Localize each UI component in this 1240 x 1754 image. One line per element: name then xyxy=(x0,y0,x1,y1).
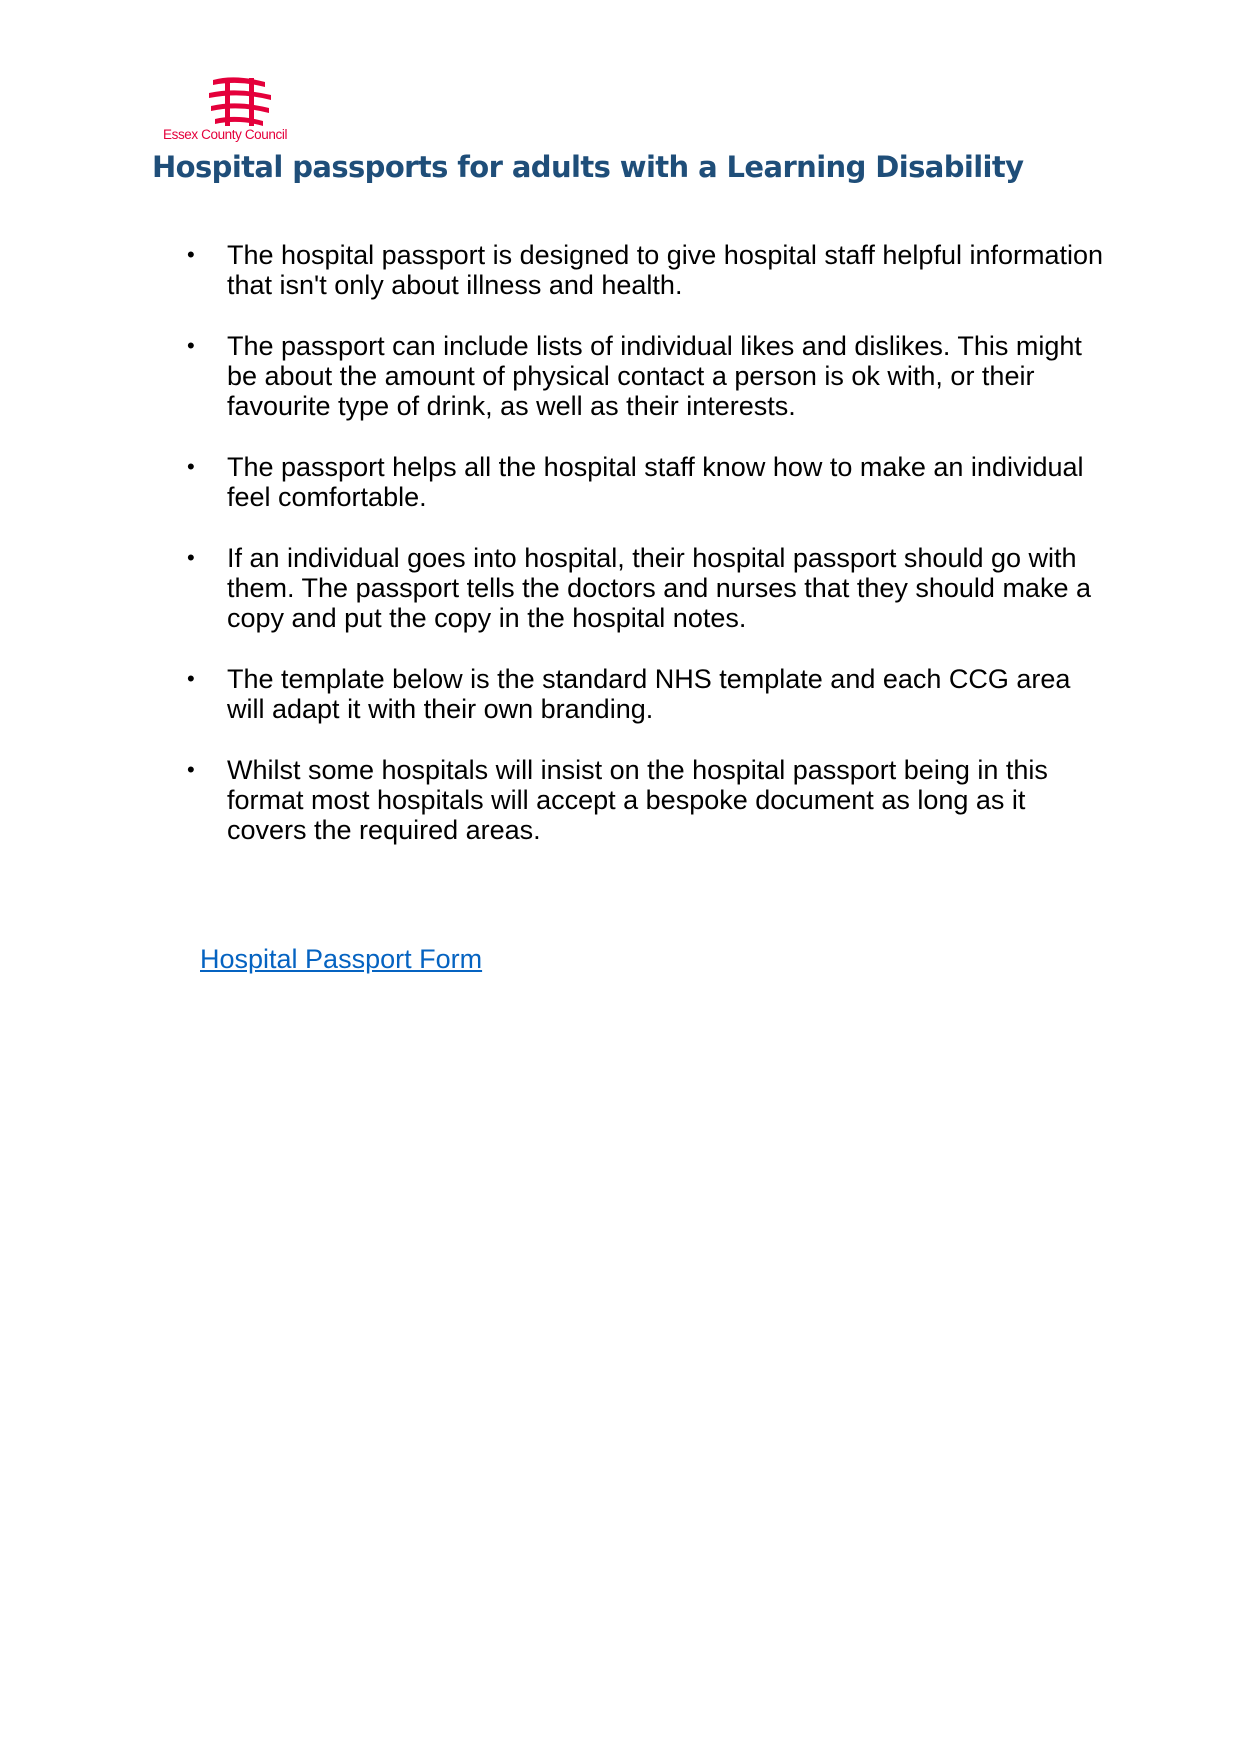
bullet-dot: • xyxy=(187,454,195,479)
list-item-text: The passport helps all the hospital staff know how to make an individual feel comfortable. xyxy=(227,452,1084,512)
list-item-text: The hospital passport is designed to give hospital staff helpful information that isn't only about illness and health. xyxy=(227,240,1104,300)
list-item-text: The passport can include lists of individual likes and dislikes. This might be about the amount of physical contact a person is ok with, or their favourite type of drink, as well as their interests. xyxy=(227,331,1082,421)
page-title: Hospital passports for adults with a Learning Disability xyxy=(152,150,1024,184)
list-item xyxy=(187,331,1107,421)
list-item-text: Whilst some hospitals will insist on the hospital passport being in this format most hospitals will accept a bespoke document as long as it covers the required areas. xyxy=(227,755,1048,845)
hospital-passport-form-link[interactable]: Hospital Passport Form xyxy=(200,944,483,974)
list-item xyxy=(187,664,1107,724)
logo-text: Essex County Council xyxy=(163,127,288,142)
bullet-dot: • xyxy=(187,545,195,570)
essex-county-council-logo xyxy=(163,76,313,146)
list-item xyxy=(187,543,1107,633)
bullet-dot: • xyxy=(187,757,195,782)
list-item xyxy=(187,240,1107,300)
bullet-dot: • xyxy=(187,666,195,691)
list-item xyxy=(187,755,1107,845)
bullet-dot: • xyxy=(187,242,195,267)
essex-seaxes-logo-icon xyxy=(205,76,275,128)
list-item-text: If an individual goes into hospital, their hospital passport should go with them. The passport tells the doctors and nurses that they should make a copy and put the copy in the hospital notes. xyxy=(227,543,1091,633)
list-item xyxy=(187,452,1107,512)
bullet-list xyxy=(187,240,1107,876)
list-item-text: The template below is the standard NHS template and each CCG area will adapt it with their own branding. xyxy=(227,664,1071,724)
bullet-dot: • xyxy=(187,333,195,358)
